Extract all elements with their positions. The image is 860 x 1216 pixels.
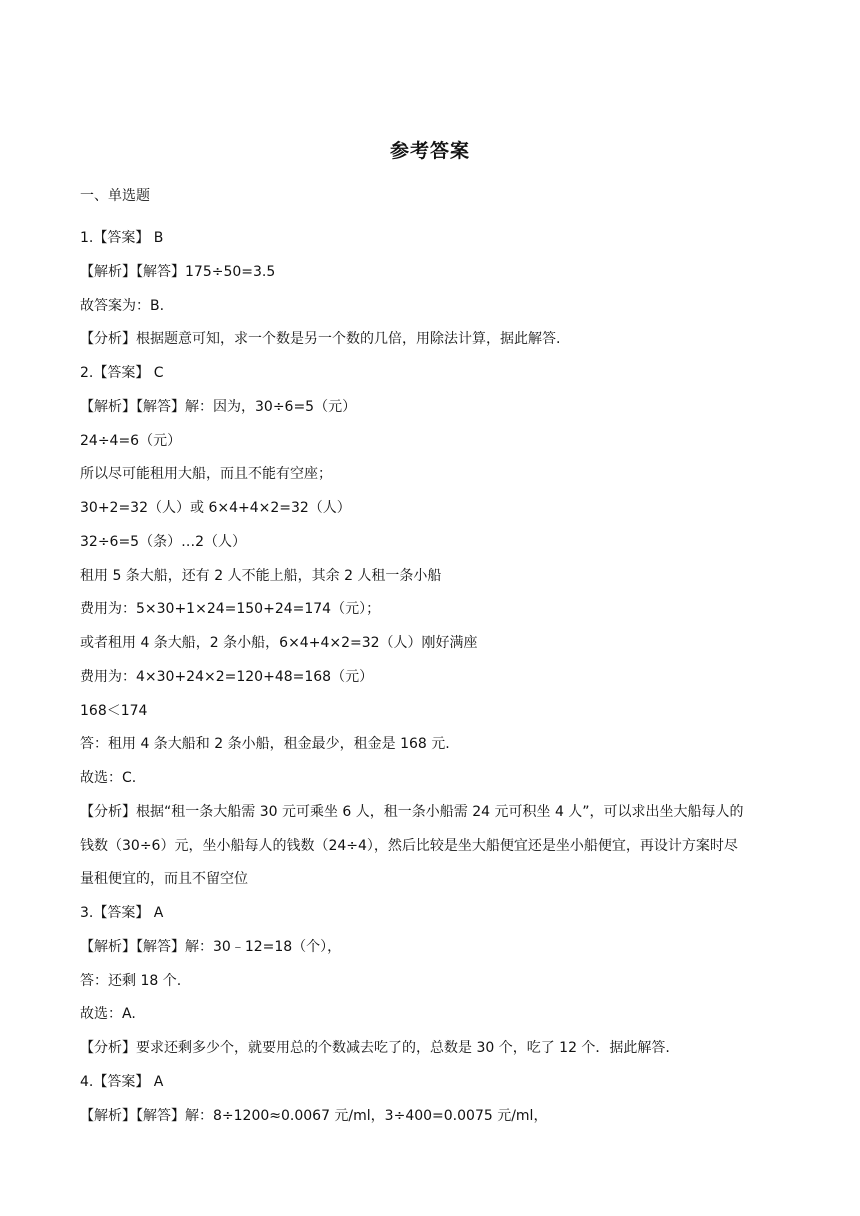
section-heading: 一、单选题 <box>80 188 150 204</box>
answer-line: 【解析】【解答】175÷50=3.5 <box>80 264 276 280</box>
answer-line: 答：还剩 18 个. <box>80 973 182 989</box>
answer-line: 24÷4=6（元） <box>80 433 182 449</box>
answer-line: 168＜174 <box>80 703 148 719</box>
answer-line: 【分析】要求还剩多少个，就要用总的个数减去吃了的，总数是 30 个，吃了 12 个．据此解答. <box>80 1040 670 1056</box>
answer-line: 2.【答案】 C <box>80 365 164 381</box>
answer-line: 【解析】【解答】解：30﹣12=18（个）， <box>80 939 342 955</box>
page-title: 参考答案 <box>389 140 470 162</box>
answer-line: 租用 5 条大船，还有 2 人不能上船，其余 2 人租一条小船 <box>80 568 442 584</box>
answer-line: 故答案为：B. <box>80 298 165 314</box>
answer-line: 费用为：4×30+24×2=120+48=168（元） <box>80 669 374 685</box>
answer-line: 【解析】【解答】解：8÷1200≈0.0067 元/ml，3÷400=0.0075 元/ml， <box>80 1108 548 1124</box>
answer-line: 所以尽可能租用大船，而且不能有空座； <box>80 466 332 482</box>
answer-line: 4.【答案】 A <box>80 1074 164 1090</box>
answer-line: 费用为：5×30+1×24=150+24=174（元）； <box>80 601 381 617</box>
answer-line: 【分析】根据题意可知，求一个数是另一个数的几倍，用除法计算，据此解答. <box>80 331 561 347</box>
answer-line: 或者租用 4 条大船，2 条小船，6×4+4×2=32（人）刚好满座 <box>80 635 478 651</box>
answer-line: 3.【答案】 A <box>80 905 164 921</box>
answer-line: 30+2=32（人）或 6×4+4×2=32（人） <box>80 500 351 516</box>
answer-line: 1.【答案】 B <box>80 230 164 246</box>
answer-line: 故选：A. <box>80 1006 136 1022</box>
answer-line: 钱数（30÷6）元，坐小船每人的钱数（24÷4），然后比较是坐大船便宜还是坐小船便宜，再设计方案时尽 <box>80 838 738 854</box>
answer-line: 【解析】【解答】解：因为，30÷6=5（元） <box>80 399 357 415</box>
answer-line: 答：租用 4 条大船和 2 条小船，租金最少，租金是 168 元. <box>80 736 450 752</box>
answer-line: 【分析】根据“租一条大船需 30 元可乘坐 6 人，租一条小船需 24 元可积坐 4 人”，可以求出坐大船每人的 <box>80 804 744 820</box>
answer-line: 量租便宜的，而且不留空位 <box>80 871 248 887</box>
answer-line: 故选：C. <box>80 770 137 786</box>
answer-line: 32÷6=5（条）…2（人） <box>80 534 246 550</box>
